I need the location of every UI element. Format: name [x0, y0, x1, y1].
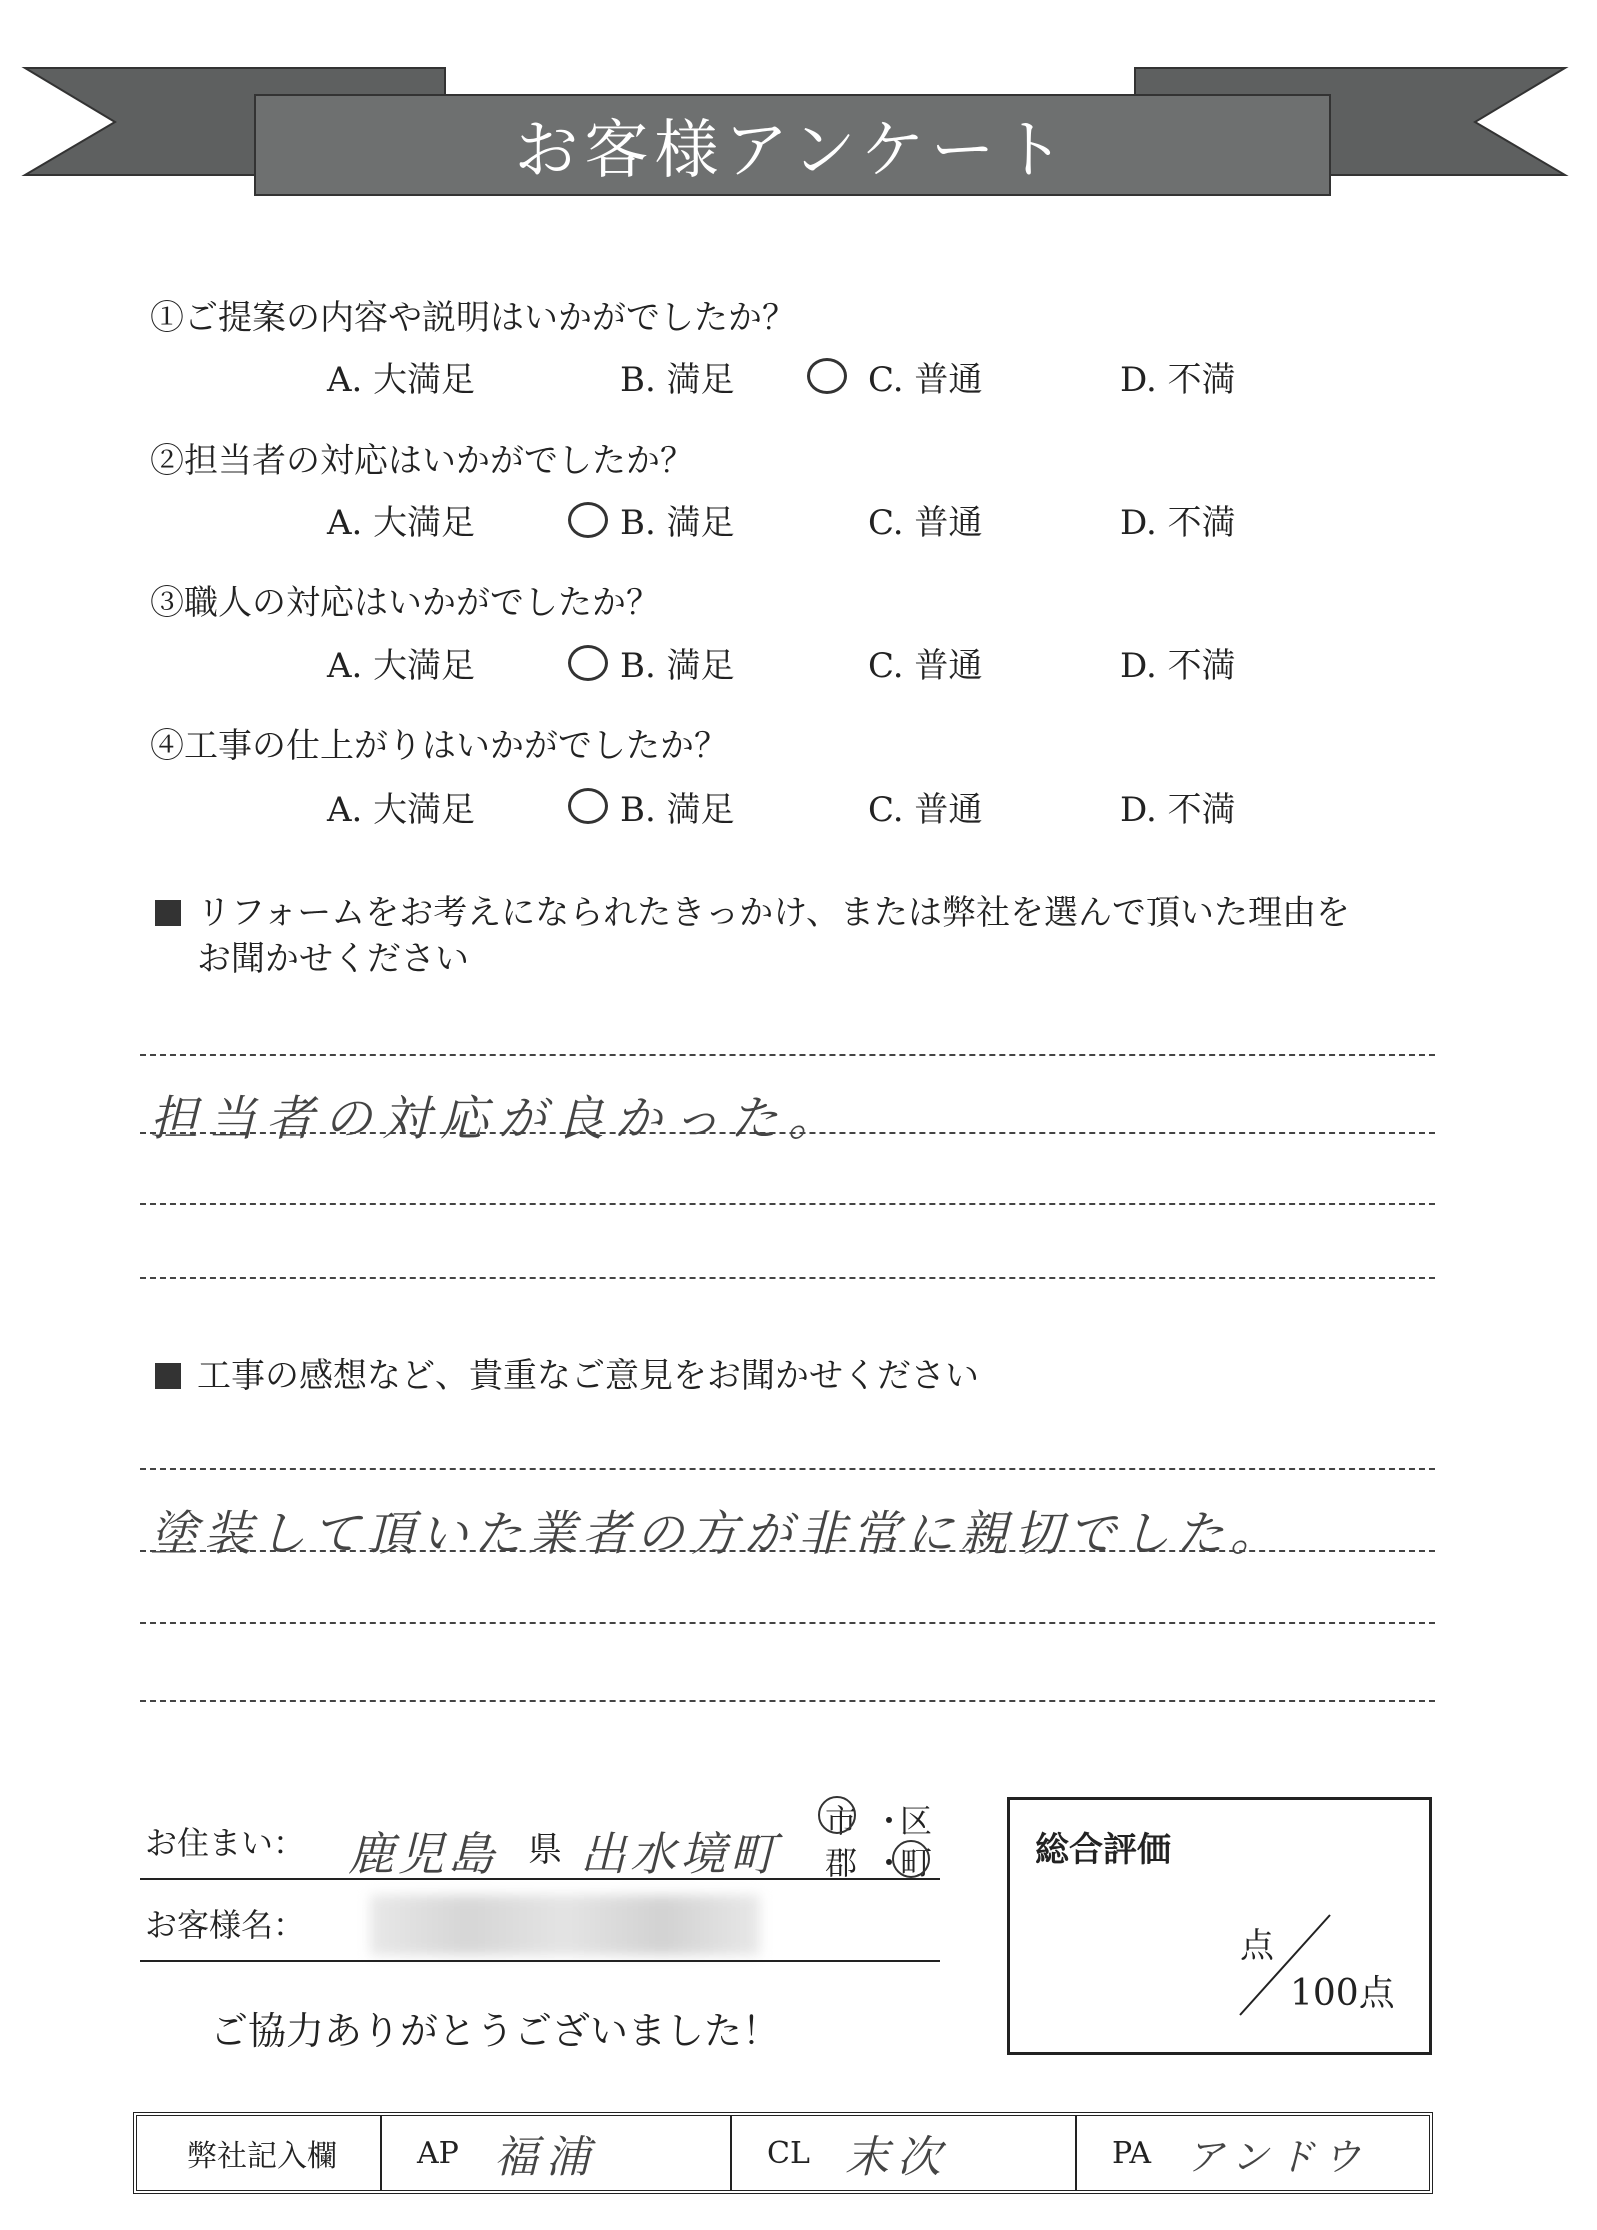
- section-1-answer[interactable]: 担当者の対応が良かった。: [150, 1091, 847, 1147]
- q4-selected-circle: [568, 788, 608, 824]
- q2-option-c[interactable]: C. 普通: [868, 503, 983, 543]
- section-1-heading-line1: リフォームをお考えになられたきっかけ、または弊社を選んで頂いた理由を: [197, 893, 1350, 933]
- customer-name-underline: [140, 1960, 940, 1962]
- answer-line: [140, 1203, 1435, 1205]
- pa-cell: [1077, 2116, 1429, 2190]
- q3-selected-circle: [568, 645, 608, 681]
- address-prefecture[interactable]: 鹿児島: [348, 1827, 498, 1881]
- answer-line: [140, 1277, 1435, 1279]
- q3-option-a[interactable]: A. 大満足: [327, 646, 476, 686]
- q1-option-a[interactable]: A. 大満足: [327, 360, 476, 400]
- office-label: 弊社記入欄: [187, 2139, 337, 2174]
- q3-option-d[interactable]: D. 不満: [1120, 646, 1236, 686]
- q2-selected-circle: [568, 502, 608, 538]
- customer-name-label: お客様名：: [145, 1906, 306, 1944]
- question-2: ②担当者の対応はいかがでしたか？: [150, 441, 694, 481]
- address-underline: [140, 1878, 940, 1880]
- answer-line: [140, 1550, 1435, 1552]
- customer-name-redacted: [370, 1895, 760, 1955]
- q3-option-b[interactable]: B. 満足: [620, 646, 735, 686]
- square-bullet-icon: [155, 1363, 181, 1389]
- q4-option-a[interactable]: A. 大満足: [327, 790, 476, 830]
- office-label-cell: [137, 2116, 382, 2190]
- ku-label: 区: [900, 1802, 933, 1840]
- answer-line: [140, 1132, 1435, 1134]
- square-bullet-icon: [155, 900, 181, 926]
- question-3: ③職人の対応はいかがでしたか？: [150, 583, 660, 623]
- overall-rating-title: 総合評価: [1035, 1830, 1171, 1870]
- q2-option-d[interactable]: D. 不満: [1120, 503, 1236, 543]
- q4-option-c[interactable]: C. 普通: [868, 790, 983, 830]
- ap-value[interactable]: 福浦: [493, 2132, 598, 2183]
- question-1: ①ご提案の内容や説明はいかがでしたか？: [150, 298, 796, 338]
- shi-selected-circle: [818, 1796, 856, 1834]
- address-label: お住まい：: [145, 1824, 306, 1862]
- q2-option-b[interactable]: B. 満足: [620, 503, 735, 543]
- page-title: お客様アンケート: [514, 114, 1071, 188]
- cl-cell: [732, 2116, 1077, 2190]
- ap-label: AP: [417, 2135, 459, 2171]
- shi-label: 市: [825, 1802, 858, 1840]
- overall-rating-box: [1007, 1797, 1432, 2055]
- q4-option-b[interactable]: B. 満足: [620, 790, 735, 830]
- cl-value[interactable]: 末次: [844, 2132, 949, 2183]
- question-4: ④工事の仕上がりはいかがでしたか？: [150, 726, 728, 766]
- ap-cell: [382, 2116, 732, 2190]
- q3-option-c[interactable]: C. 普通: [868, 646, 983, 686]
- section-2-answer[interactable]: 塗装して頂いた業者の方が非常に親切でした。: [150, 1506, 1285, 1562]
- score-max: 100点: [1290, 1973, 1395, 2014]
- thanks-message: ご協力ありがとうございました！: [210, 2009, 781, 2053]
- office-use-table: [133, 2112, 1433, 2194]
- q1-option-b[interactable]: B. 満足: [620, 360, 735, 400]
- answer-line: [140, 1700, 1435, 1702]
- answer-line: [140, 1622, 1435, 1624]
- separator-dot: ・: [873, 1844, 906, 1882]
- cho-selected-circle: [892, 1840, 930, 1878]
- pa-value[interactable]: アンドウ: [1186, 2134, 1369, 2179]
- separator-dot: ・: [873, 1802, 906, 1840]
- gun-label: 郡: [825, 1844, 858, 1882]
- answer-line: [140, 1054, 1435, 1056]
- q1-selected-circle: [807, 358, 847, 394]
- q2-option-a[interactable]: A. 大満足: [327, 503, 476, 543]
- section-1-heading-line2: お聞かせください: [197, 939, 469, 979]
- cl-label: CL: [767, 2135, 810, 2171]
- section-1-heading: [155, 890, 1455, 982]
- section-2-heading-text: 工事の感想など、貴重なご意見をお聞かせください: [197, 1356, 979, 1396]
- address-city[interactable]: 出水境町: [580, 1827, 780, 1881]
- cho-label: 町: [900, 1844, 933, 1882]
- pa-label: PA: [1112, 2135, 1152, 2171]
- q4-option-d[interactable]: D. 不満: [1120, 790, 1236, 830]
- prefecture-suffix: 県: [528, 1830, 562, 1870]
- section-2-heading: [155, 1353, 1455, 1399]
- score-unit: 点: [1240, 1926, 1274, 1966]
- q1-option-c[interactable]: C. 普通: [868, 360, 983, 400]
- answer-line: [140, 1468, 1435, 1470]
- q1-option-d[interactable]: D. 不満: [1120, 360, 1236, 400]
